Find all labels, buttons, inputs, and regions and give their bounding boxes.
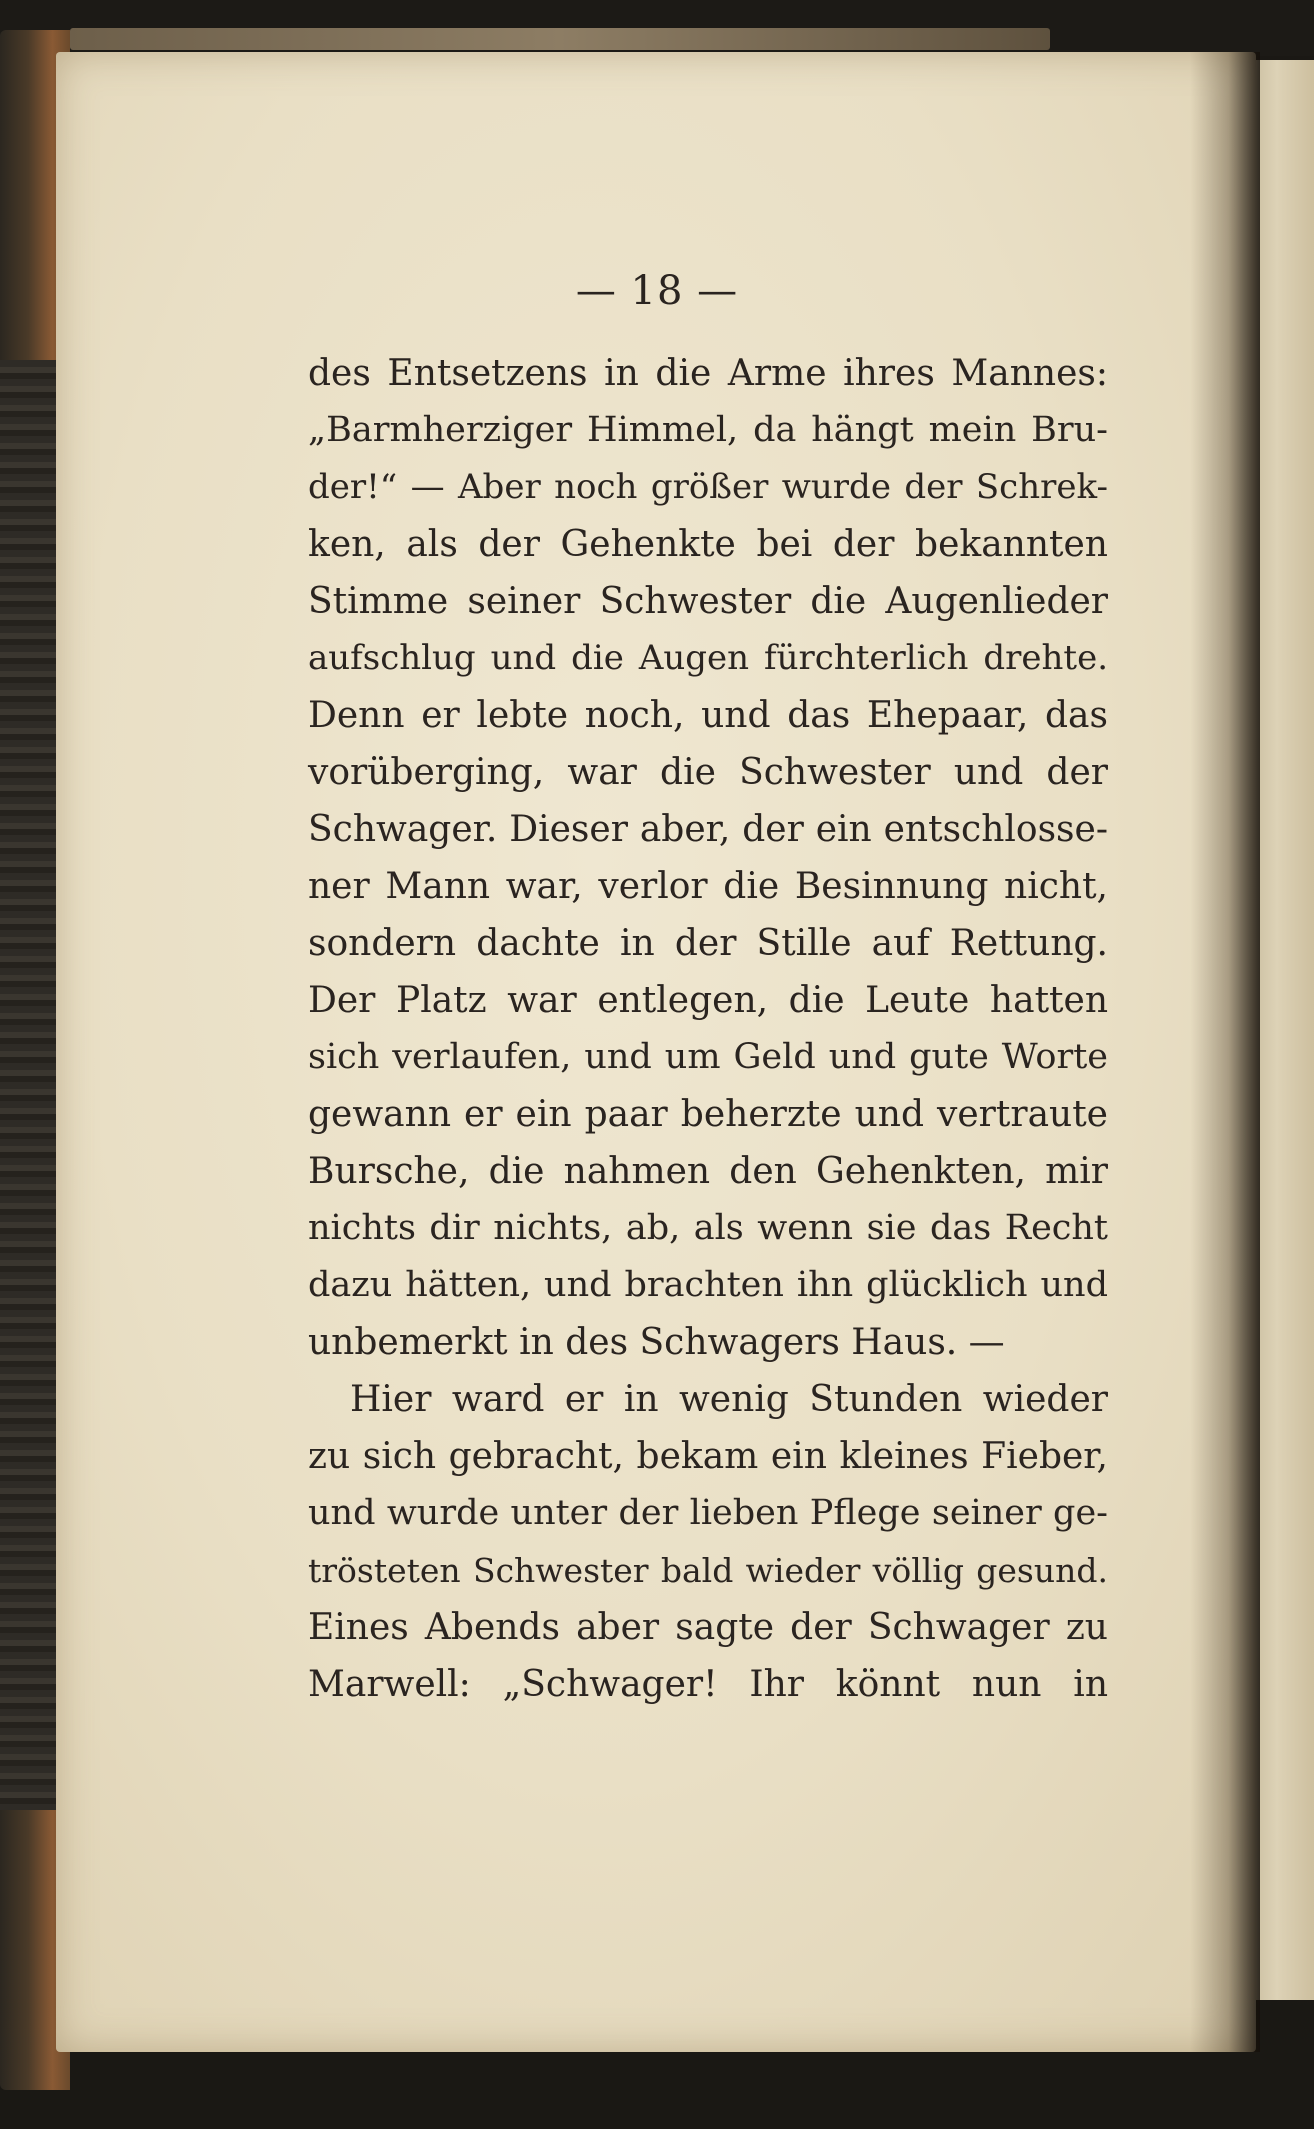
text-line: Hier ward er in wenig Stunden wieder [350, 1379, 1108, 1420]
body-text [308, 345, 1108, 1713]
text-line: gewann er ein paar beherzte und vertraute [308, 1094, 1108, 1135]
book-cover-marbled [0, 360, 58, 1810]
text-line: sich verlaufen, und um Geld und gute Worte [308, 1037, 1108, 1077]
text-line: zu sich gebracht, bekam ein kleines Fieber, [308, 1436, 1108, 1477]
page-number: — 18 — [575, 268, 739, 314]
text-line: sondern dachte in der Stille auf Rettung. [308, 923, 1108, 964]
text-line: vorüberging, war die Schwester und der [308, 752, 1108, 793]
text-line: trösteten Schwester bald wieder völlig gesund. [308, 1551, 1108, 1590]
text-line: ken, als der Gehenkte bei der bekannten [308, 524, 1108, 565]
text-line: des Entsetzens in die Arme ihres Mannes: [308, 353, 1108, 394]
scan-top-edge [0, 0, 1314, 56]
text-line: der!“ — Aber noch größer wurde der Schrek- [308, 467, 1108, 507]
text-line: Eines Abends aber sagte der Schwager zu [308, 1607, 1108, 1648]
text-line: Bursche, die nahmen den Gehenkten, mir [308, 1151, 1108, 1192]
text-line: und wurde unter der lieben Pflege seiner ge- [308, 1493, 1108, 1533]
text-line: Denn er lebte noch, und das Ehepaar, das [308, 695, 1108, 736]
text-line: unbemerkt in des Schwagers Haus. — [308, 1322, 1005, 1363]
text-line: ner Mann war, verlor die Besinnung nicht, [308, 866, 1108, 907]
book-head-edge [70, 28, 1050, 50]
text-line: „Barmherziger Himmel, da hängt mein Bru- [308, 410, 1108, 450]
text-line: Der Platz war entlegen, die Leute hatten [308, 980, 1108, 1021]
text-line: Schwager. Dieser aber, der ein entschlosse- [308, 809, 1108, 850]
text-line: nichts dir nichts, ab, als wenn sie das Recht [308, 1208, 1108, 1248]
text-line: Marwell: „Schwager! Ihr könnt nun in [308, 1664, 1108, 1705]
text-line: aufschlug und die Augen fürchterlich drehte. [308, 638, 1108, 678]
text-line: dazu hätten, und brachten ihn glücklich und [308, 1265, 1108, 1305]
gutter-shadow [1190, 52, 1260, 2052]
text-line: Stimme seiner Schwester die Augenlieder [308, 581, 1108, 622]
